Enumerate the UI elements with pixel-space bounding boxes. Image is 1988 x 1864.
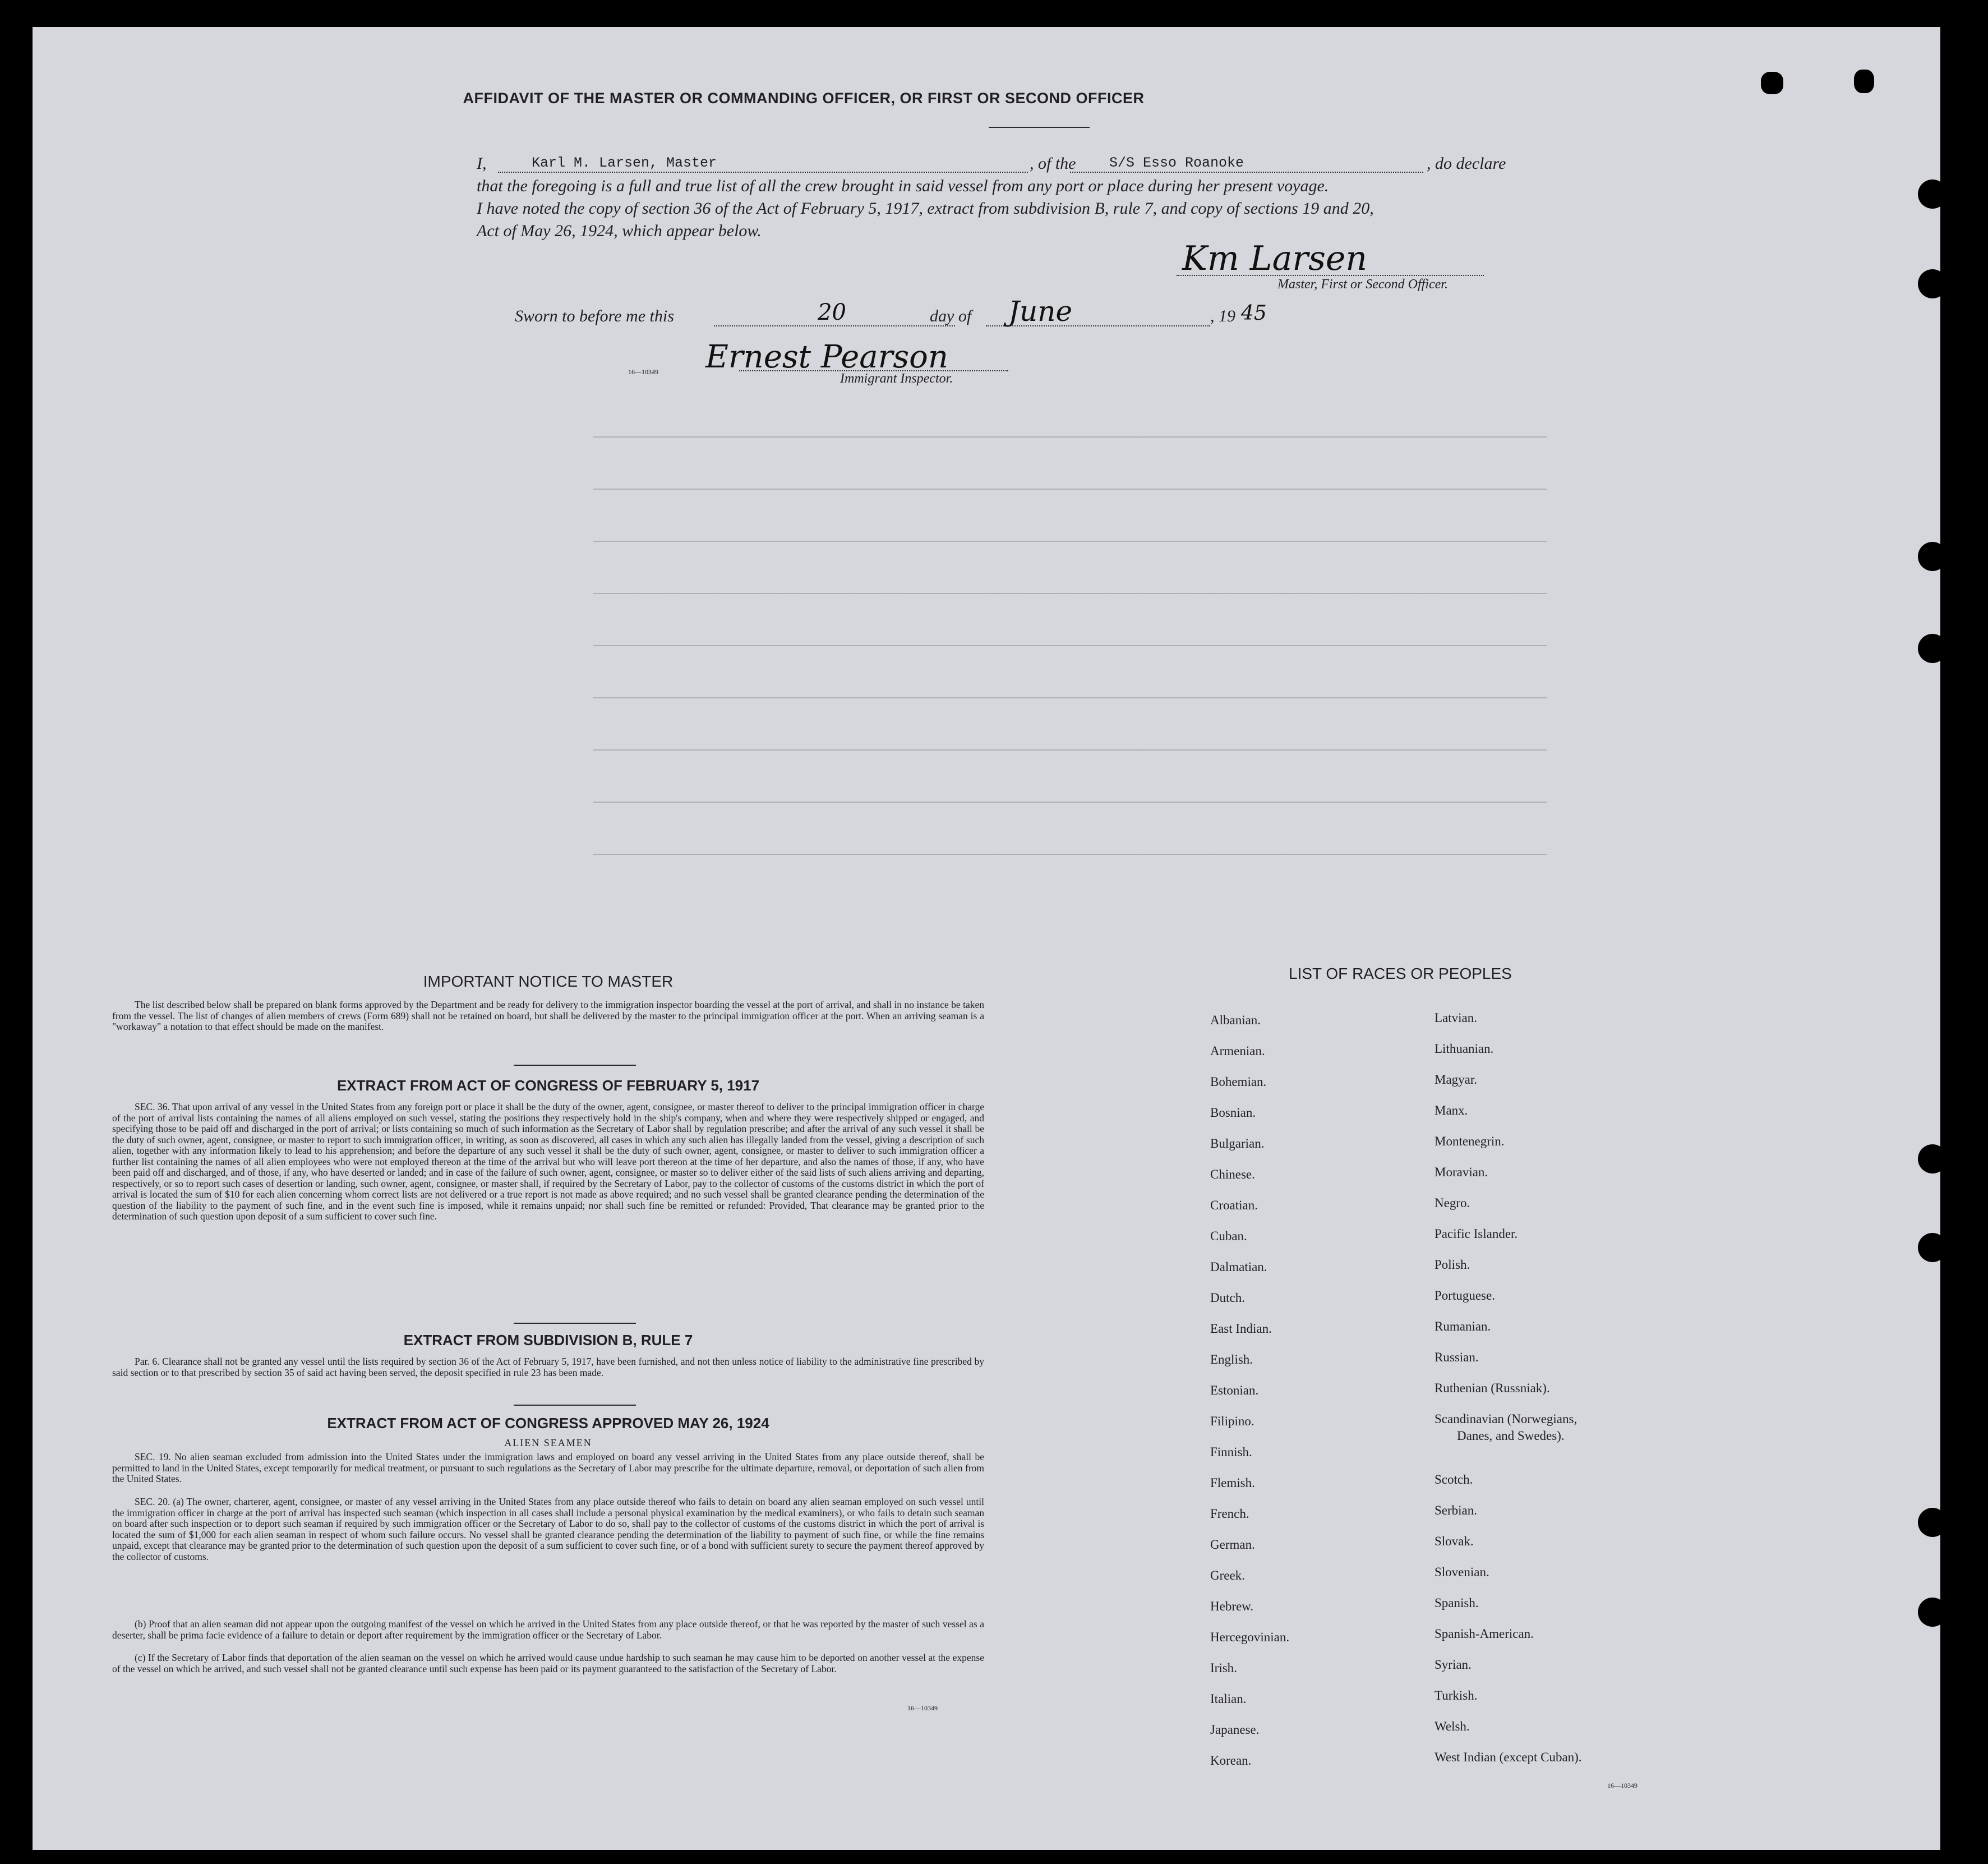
day-value: 20 — [818, 300, 846, 325]
race-item: Croatian. — [1210, 1198, 1258, 1212]
race-item: Turkish. — [1435, 1688, 1478, 1702]
race-item: Syrian. — [1435, 1658, 1472, 1672]
race-item: Finnish. — [1210, 1445, 1252, 1459]
race-item: Manx. — [1435, 1103, 1468, 1117]
race-item: Bosnian. — [1210, 1106, 1256, 1120]
document-page — [33, 27, 1940, 1850]
race-item: Pacific Islander. — [1435, 1227, 1518, 1241]
column-marks — [593, 397, 1547, 891]
month-value: June — [1008, 295, 1073, 328]
race-item: Irish. — [1210, 1661, 1237, 1675]
do-declare-label: , do declare — [1427, 154, 1506, 173]
races-form-number: 16—10349 — [1607, 1782, 1638, 1789]
race-item: Spanish-American. — [1435, 1627, 1534, 1641]
race-item: Japanese. — [1210, 1723, 1260, 1737]
race-item: German. — [1210, 1538, 1255, 1552]
punch-hole — [1918, 180, 1947, 209]
affidavit-line-4: Act of May 26, 1924, which appear below. — [477, 222, 762, 240]
race-item: Cuban. — [1210, 1229, 1247, 1243]
race-item: Hebrew. — [1210, 1599, 1254, 1613]
race-item: Russian. — [1435, 1350, 1479, 1364]
race-item: English. — [1210, 1352, 1253, 1366]
day-of-label: day of — [930, 307, 972, 325]
sec20b-text: (b) Proof that an alien seaman did not appear upon the outgoing manifest of the vessel on which he arrived in the United States from any place outside thereof, or that he was reported by the master of such vessel as a deserter, shall be prima facie evidence of a failure to detain or deport after requirement by the immigration officer or the Secretary of Labor. — [112, 1618, 984, 1641]
form-number: 16—10349 — [628, 368, 658, 376]
race-item: Montenegrin. — [1435, 1134, 1505, 1148]
sec20c-text: (c) If the Secretary of Labor finds that deportation of the alien seaman on the vessel on which he arrived would cause undue hardship to such seaman he may cause him to be deported on another vessel at the expense of the vessel on which he arrived, and such vessel shall not be granted clearance until such expense has been paid or its payment guaranteed to the satisfaction of the Secretary of Labor. — [112, 1652, 984, 1674]
extract-rule7-text: Par. 6. Clearance shall not be granted any vessel until the lists required by section 36 of the Act of February 5, 1917, have been furnished, and not then unless notice of liability to the administrative fine prescribed by said section or to that prescribed by section 35 of said act having been served, the deposit specified in rule 23 has been made. — [112, 1356, 984, 1378]
race-item: French. — [1210, 1507, 1249, 1521]
punch-hole — [1918, 1144, 1947, 1173]
affidavit-line-2: that the foregoing is a full and true list of all the crew brought in said vessel from any port or place during her present voyage. — [477, 177, 1329, 195]
punch-hole — [1918, 1598, 1947, 1627]
punch-hole — [1918, 1508, 1947, 1537]
race-item: Italian. — [1210, 1692, 1247, 1706]
race-item: Scotch. — [1435, 1472, 1473, 1486]
punch-hole — [1918, 1233, 1947, 1262]
extract-rule7-title: EXTRACT FROM SUBDIVISION B, RULE 7 — [403, 1332, 693, 1348]
of-the-label: , of the — [1030, 154, 1076, 173]
inspector-caption: Immigrant Inspector. — [840, 371, 953, 386]
sworn-label: Sworn to before me this — [515, 307, 674, 325]
race-item: East Indian. — [1210, 1322, 1272, 1336]
extract-form-number: 16—10349 — [907, 1704, 938, 1712]
affidavit-title: AFFIDAVIT OF THE MASTER OR COMMANDING OFFICER, OR FIRST OR SECOND OFFICER — [463, 90, 1145, 107]
race-item: Latvian. — [1435, 1011, 1477, 1025]
extract-1917-title: EXTRACT FROM ACT OF CONGRESS OF FEBRUARY 5, 1917 — [336, 1077, 760, 1094]
race-item: Spanish. — [1435, 1596, 1479, 1610]
sec20a-text: SEC. 20. (a) The owner, charterer, agent, consignee, or master of any vessel arriving in the United States from any place outside thereof who fails to detain on board any alien seaman employed on such vessel until the immigration officer in charge at the port of arrival has inspected such seaman (which inspection in all cases shall include a personal physical examination by the medical examiners), or who fails to detain such seaman on board after such inspection or to deport such seaman if required by such immigration officer or the Secretary of Labor to do so, shall pay to the collector of customs of the customs district in which the port of arrival is located the sum of $1,000 for each alien seaman in respect of whom such failure occurs. No vessel shall be granted clearance pending the determination of the liability to payment of such fine, or while the fine remains unpaid, except that clearance may be granted prior to the determination of such question upon the deposit of a sum sufficient to cover such fine, or of a bond with sufficient surety to secure the payment thereof approved by the collector of customs. — [112, 1496, 984, 1562]
race-item: Lithuanian. — [1435, 1042, 1494, 1056]
race-item: Greek. — [1210, 1568, 1245, 1582]
signature-line — [1177, 275, 1484, 276]
day-field-line — [714, 325, 955, 326]
race-item: Albanian. — [1210, 1013, 1261, 1027]
race-item: West Indian (except Cuban). — [1435, 1750, 1582, 1764]
sec19-text: SEC. 19. No alien seaman excluded from admission into the United States under the immigration laws and employed on board any vessel arriving in the United States from any place outside thereof, shall be permitted to land in the United States, except temporarily for medical treatment, or pursuant to such regulations as the Secretary of Labor may prescribe for the ultimate departure, removal, or deportation of such alien from the United States. — [112, 1451, 984, 1484]
race-item: Welsh. — [1435, 1719, 1470, 1733]
section-rule — [514, 1405, 636, 1406]
section-rule — [514, 1065, 636, 1066]
title-rule — [989, 127, 1090, 128]
extract-1917-text: SEC. 36. That upon arrival of any vessel in the United States from any foreign port or place it shall be the duty of the owner, agent, consignee, or master thereof to deliver to the principal immigration officer in charge of the port of arrival lists containing the names of all aliens employed on such vessel, stating the positions they respectively hold in the ship's company, when and where they were respectively shipped or engaged, and specifying those to be paid off and discharged in the port of arrival; or lists containing so much of such information as the Secretary of Labor shall by regulation prescribe; and after the arrival of any such vessel it shall be the duty of such owner, agent, consignee, or master to report to such immigration officer, in writing, as soon as discovered, all cases in which any such alien has illegally landed from the vessel, giving a description of such alien, together with any information likely to lead to his apprehension; and before the departure of any such vessel it shall be the duty of such owner, agent, consignee, or master to deliver to such immigration officer a further list containing the names of all alien employees who were not employed thereon at the time of the arrival but who will leave port thereon at the time of her departure, and also the names of those, if any, who have been paid off and discharged, and of those, if any, who have deserted or landed; and in case of the failure of such owner, agent, consignee, or master so to deliver either of the said lists of such aliens arriving and departing, respectively, or so to report such cases of desertion or landing, such owner, agent, consignee, or master shall, if required by the Secretary of Labor, pay to the collector of customs of the customs district in which the port of arrival is located the sum of $10 for each alien concerning whom correct lists are not delivered or a true report is not made as above required; and no such vessel shall be granted clearance pending the determination of the question of the liability to the payment of such fine, and in the event such fine is imposed, while it remains unpaid; nor shall such fine be remitted or refunded: Provided, That clearance may be granted prior to the determination of such question upon deposit of a sum sufficient to cover such fine. — [112, 1101, 984, 1222]
year-prefix: , 19 — [1210, 307, 1235, 325]
extract-1924-title: EXTRACT FROM ACT OF CONGRESS APPROVED MAY 26, 1924 — [327, 1415, 769, 1432]
race-item: Bohemian. — [1210, 1075, 1267, 1089]
notice-text: The list described below shall be prepared on blank forms approved by the Department and be ready for delivery to the immigration inspector boarding the vessel at the port of arrival, and shall in no instance be taken from the vessel. The list of changes of alien members of crews (Form 689) shall not be retained on board, but shall be delivered by the master to the principal immigration officer at the port. When an arriving seaman is a "workaway" a notation to that effect should be made on the manifest. — [112, 999, 984, 1032]
alien-seamen-subtitle: ALIEN SEAMEN — [504, 1437, 592, 1448]
race-item: Flemish. — [1210, 1476, 1255, 1490]
master-caption: Master, First or Second Officer. — [1277, 277, 1448, 292]
name-field-line — [498, 172, 1028, 173]
race-item: Dutch. — [1210, 1291, 1245, 1305]
race-item: Portuguese. — [1435, 1288, 1495, 1303]
inspector-signature: Ernest Pearson — [705, 339, 948, 375]
race-item: Polish. — [1435, 1258, 1470, 1272]
race-item: Dalmatian. — [1210, 1260, 1267, 1274]
punch-hole — [1918, 634, 1947, 663]
race-item: Armenian. — [1210, 1044, 1265, 1058]
race-item: Bulgarian. — [1210, 1136, 1265, 1150]
affidavit-line-3: I have noted the copy of section 36 of the Act of February 5, 1917, extract from subdivision B, rule 7, and copy of sections 19 and 20, — [477, 199, 1374, 218]
ink-blot — [1854, 70, 1874, 93]
race-item: Negro. — [1435, 1196, 1470, 1210]
race-item: Hercegovinian. — [1210, 1630, 1290, 1644]
race-item: Slovak. — [1435, 1534, 1474, 1548]
master-signature: Km Larsen — [1182, 239, 1368, 278]
race-item: Korean. — [1210, 1753, 1252, 1768]
race-item: Magyar. — [1435, 1073, 1478, 1087]
race-item: Rumanian. — [1435, 1319, 1491, 1333]
year-value: 45 — [1241, 302, 1267, 325]
punch-hole — [1918, 542, 1947, 571]
notice-title: IMPORTANT NOTICE TO MASTER — [423, 973, 674, 990]
master-name-value: Karl M. Larsen, Master — [532, 155, 717, 171]
vessel-name-value: S/S Esso Roanoke — [1109, 155, 1244, 171]
race-item: Danes, and Swedes). — [1457, 1429, 1565, 1443]
race-item: Scandinavian (Norwegians, — [1435, 1412, 1578, 1426]
race-item: Ruthenian (Russniak). — [1435, 1381, 1550, 1395]
race-item: Slovenian. — [1435, 1565, 1489, 1579]
punch-hole — [1918, 269, 1947, 298]
ink-blot — [1761, 72, 1783, 94]
vessel-field-line — [1070, 172, 1423, 173]
affidavit-i: I, — [477, 154, 487, 173]
race-item: Estonian. — [1210, 1383, 1259, 1397]
race-item: Filipino. — [1210, 1414, 1254, 1428]
race-item: Chinese. — [1210, 1167, 1255, 1181]
race-item: Moravian. — [1435, 1165, 1488, 1179]
races-title: LIST OF RACES OR PEOPLES — [1289, 965, 1512, 982]
section-rule — [514, 1323, 636, 1324]
race-item: Serbian. — [1435, 1503, 1478, 1517]
